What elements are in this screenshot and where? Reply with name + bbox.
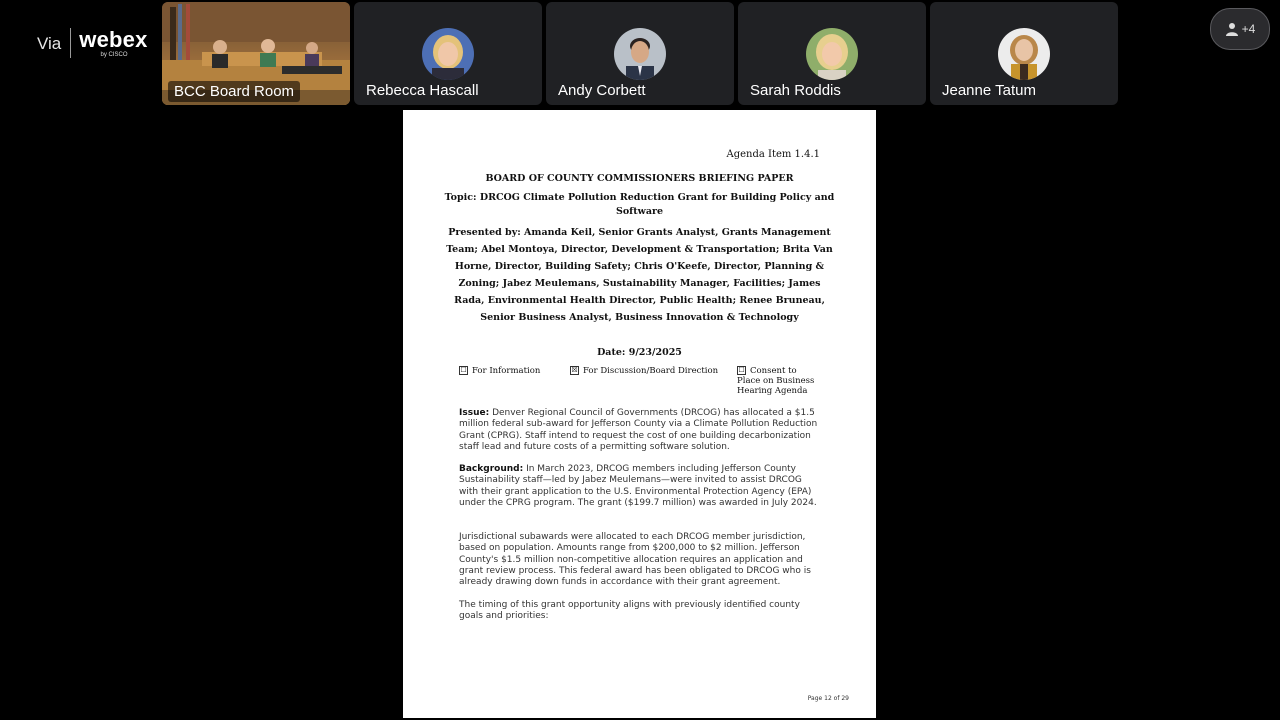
participant-name: BCC Board Room (168, 81, 300, 102)
document-topic: Topic: DRCOG Climate Pollution Reduction Grant for Building Policy and Software (444, 192, 835, 217)
more-participants-button[interactable] (1210, 8, 1270, 50)
checkbox-for-discussion (570, 366, 718, 376)
background-label: Background: (459, 464, 524, 474)
checkbox-icon: ☐ (460, 366, 467, 374)
webex-logo (79, 28, 147, 58)
shared-document (403, 110, 876, 718)
brand-divider (70, 28, 71, 58)
checkbox-icon: ☐ (738, 366, 745, 374)
cisco-byline: by CISCO (100, 52, 128, 58)
avatar (998, 28, 1050, 80)
participant-tile-sarah-roddis[interactable] (738, 2, 926, 105)
issue-label: Issue: (459, 408, 490, 418)
checkbox-for-information (459, 366, 540, 376)
issue-paragraph (459, 408, 821, 453)
agenda-item-label: Agenda Item 1.4.1 (726, 149, 820, 160)
participant-name: Sarah Roddis (750, 82, 841, 99)
avatar (806, 28, 858, 80)
document-date: Date: 9/23/2025 (597, 347, 682, 358)
timing-paragraph: The timing of this grant opportunity aligns with previously identified county goals and priorities: (459, 600, 800, 622)
participant-strip (162, 2, 1118, 105)
background-paragraph (459, 464, 821, 509)
checkbox-label: For Discussion/Board Direction (583, 366, 719, 376)
participant-tile-bcc-board-room[interactable] (162, 2, 350, 105)
via-label: Via (37, 34, 62, 53)
presented-by: Presented by: Amanda Keil, Senior Grants Analyst, Grants Management Team; Abel Montoya, Director, Development & Transportation; Brita Van Horne, Director, Building Safety; Chris O'Keefe, Director, Planning & Zoning; Jabez Meulemans, Sustainability Manager, Facilities; James Rada, Environmental Health Director, Public Health; Renee Bruneau, Senior Business Analyst, Business Innovation & Technology (446, 227, 833, 323)
checkbox-icon: ☒ (571, 366, 578, 374)
participant-tile-andy-corbett[interactable] (546, 2, 734, 105)
checkbox-consent (737, 366, 822, 396)
issue-text: Denver Regional Council of Governments (DRCOG) has allocated a $1.5 million federal sub-award for Jefferson County via a Climate Pollution Reduction Grant (CPRG). Staff intend to request the cost of one building decarbonization staff lead and future costs of a permitting software solution. (459, 408, 818, 452)
background-text: In March 2023, DRCOG members including Jefferson County Sustainability staff—led by Jabez Meulemans—were invited to assist DRCOG with their grant application to the U.S. Environmental Protection Agency (EPA) under the CPRG program. The grant ($199.7 million) was awarded in July 2024. (459, 464, 817, 508)
participant-name: Jeanne Tatum (942, 82, 1036, 99)
page-number: Page 12 of 29 (807, 695, 849, 702)
webex-wordmark: webex (79, 27, 148, 52)
participant-tile-jeanne-tatum[interactable] (930, 2, 1118, 105)
person-icon (1225, 22, 1239, 36)
more-participants-count: +4 (1241, 22, 1256, 36)
document-title: BOARD OF COUNTY COMMISSIONERS BRIEFING PAPER (485, 173, 794, 184)
checkbox-label: For Information (472, 366, 541, 376)
webex-brand (37, 28, 148, 60)
jurisdictional-paragraph: Jurisdictional subawards were allocated to each DRCOG member jurisdiction, based on population. Amounts range from $200,000 to $2 million. Jefferson County's $1.5 million non-competitive allocation requires an application and grant review process. This federal award has been obligated to DRCOG who is already drawing down funds in accordance with their grant agreement. (459, 532, 811, 588)
avatar (614, 28, 666, 80)
participant-name: Andy Corbett (558, 82, 646, 99)
avatar (422, 28, 474, 80)
participant-name: Rebecca Hascall (366, 82, 479, 99)
participant-tile-rebecca-hascall[interactable] (354, 2, 542, 105)
checkbox-label: Consent to Place on Business Hearing Agenda (737, 366, 815, 396)
